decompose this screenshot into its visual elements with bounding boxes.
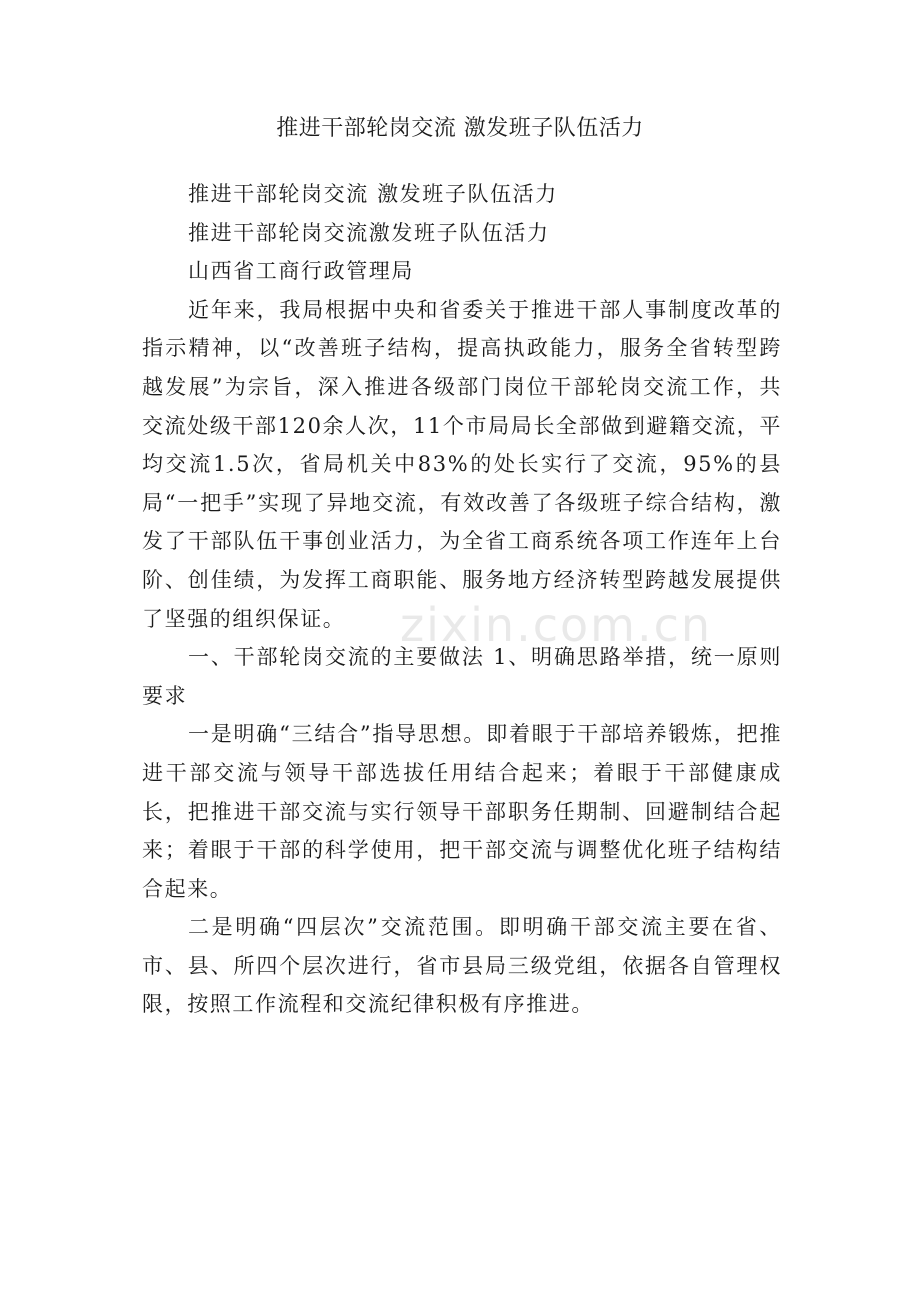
author-organization: 山西省工商行政管理局 [188, 259, 414, 284]
subtitle-paragraph: 推进干部轮岗交流 激发班子队伍活力 [188, 182, 558, 206]
subtitle-paragraph-alt: 推进干部轮岗交流激发班子队伍活力 [188, 220, 550, 245]
body-paragraph: 二是明确“四层次”交流范围。即明确干部交流主要在省、市、县、所四个层次进行，省市县局三级党组，依据各自管理权限，按照工作流程和交流纪律积极有序推进。 [142, 915, 782, 1017]
document-title: 推进干部轮岗交流 激发班子队伍活力 [276, 116, 644, 141]
watermark: zixin.com.cn [400, 598, 713, 652]
section-heading: 一、干部轮岗交流的主要做法 1、明确思路举措，统一原则要求 [142, 645, 782, 708]
body-paragraph: 一是明确“三结合”指导思想。即着眼于干部培养锻炼，把推进干部交流与领导干部选拔任用结合起来；着眼于干部健康成长，把推进干部交流与实行领导干部职务任期制、回避制结合起来；着眼于干部的科学使用，把干部交流与调整优化班子结构结合起来。 [142, 722, 782, 901]
document-body [142, 175, 782, 1024]
body-paragraph: 近年来，我局根据中央和省委关于推进干部人事制度改革的指示精神，以“改善班子结构，提高执政能力，服务全省转型跨越发展”为宗旨，深入推进各级部门岗位干部轮岗交流工作，共交流处级干部120余人次，11个市局局长全部做到避籍交流，平均交流1.5次，省局机关中83%的处长实行了交流，95%的县局“一把手”实现了异地交流，有效改善了各级班子综合结构，激发了干部队伍干事创业活力，为全省工商系统各项工作连年上台阶、创佳绩，为发挥工商职能、服务地方经济转型跨越发展提供了坚强的组织保证。 [142, 297, 782, 631]
